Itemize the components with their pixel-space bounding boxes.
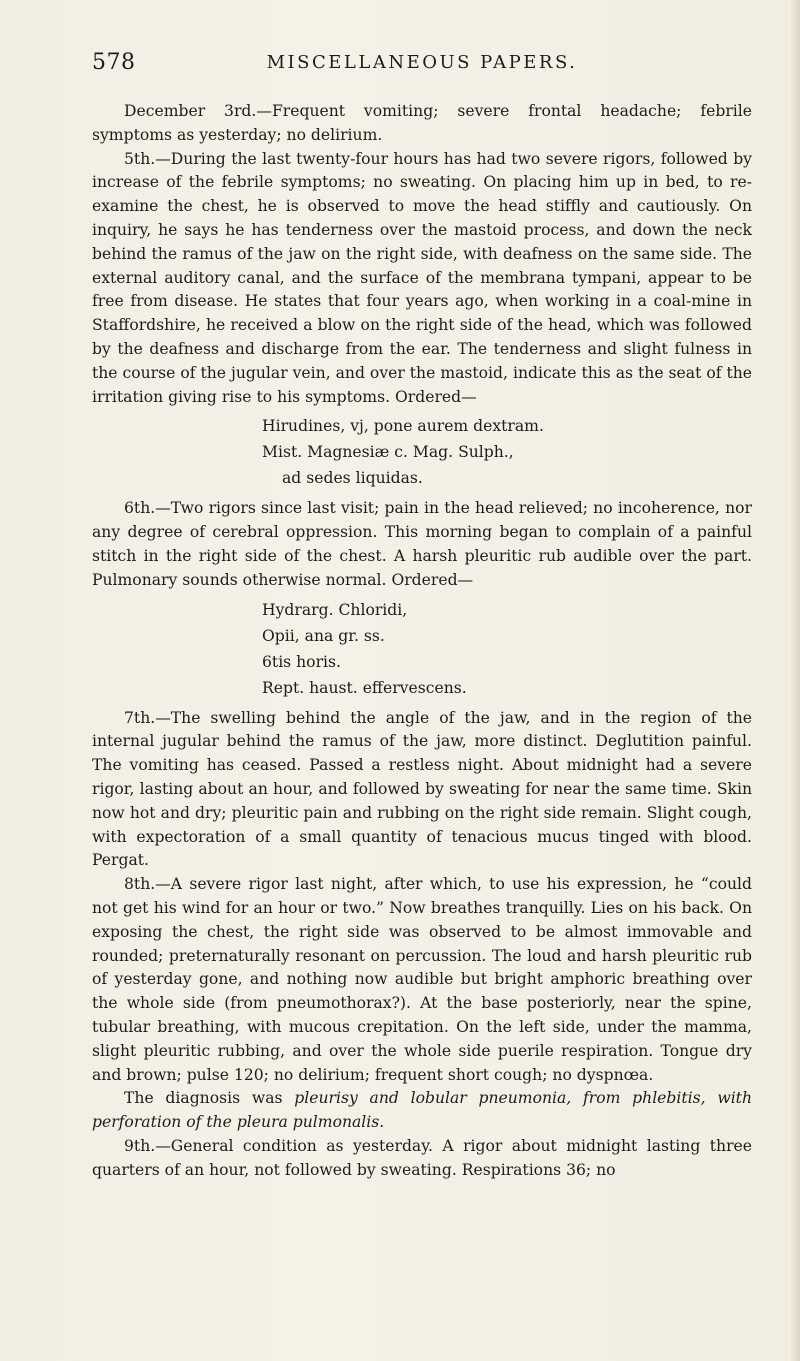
prescription-line: 6tis horis. bbox=[262, 652, 341, 671]
paragraph-6th: 6th.—Two rigors since last visit; pain in the head relieved; no incoherence, nor any degree of cerebral oppression. This morning began to complain of a painful stitch in the right side of the chest. A harsh pleuritic rub audible over the part. Pulmonary sounds otherwise normal. Ordered— bbox=[92, 499, 752, 589]
prescription-line: Hydrarg. Chloridi, bbox=[262, 600, 408, 619]
paragraph-diagnosis bbox=[92, 1087, 752, 1135]
diagnosis-lead: The diagnosis was bbox=[124, 1089, 295, 1108]
prescription-line: Mist. Magnesiæ c. Mag. Sulph., bbox=[262, 443, 514, 462]
prescription-block-1 bbox=[92, 413, 752, 491]
page-number: 578 bbox=[92, 50, 136, 75]
page-header bbox=[92, 50, 752, 80]
running-head: MISCELLANEOUS PAPERS. bbox=[266, 52, 578, 73]
paragraph-8th: 8th.—A severe rigor last night, after which, to use his expression, he “could not get his wind for an hour or two.” Now breathes tranquilly. Lies on his back. On exposing the chest, the right side was observed to be almost immovable and rounded; preternaturally resonant on percussion. The loud and harsh pleuritic rub of yesterday gone, and nothing now audible but bright amphoric breathing over the whole side (from pneumothorax?). At the base posteriorly, near the spine, tubular breathing, with mucous crepitation. On the left side, under the mamma, slight pleuritic rubbing, and over the whole side puerile respiration. Tongue dry and brown; pulse 120; no delirium; frequent short cough; no dyspnœa. bbox=[92, 875, 752, 1084]
paragraph-7th: 7th.—The swelling behind the angle of the jaw, and in the region of the internal jugular behind the ramus of the jaw, more distinct. Deglutition painful. The vomiting has ceased. Passed a restless night. About midnight had a severe rigor, lasting about an hour, and followed by sweating for near the same time. Skin now hot and dry; pleuritic pain and rubbing on the right side remain. Slight cough, with expectoration of a small quantity of tenacious mucus tinged with blood. Pergat. bbox=[92, 708, 752, 870]
prescription-block-2 bbox=[92, 597, 752, 701]
page-body bbox=[92, 100, 752, 1182]
prescription-line: ad sedes liquidas. bbox=[282, 469, 423, 488]
page-edge-shadow bbox=[790, 0, 800, 1361]
paragraph-9th: 9th.—General condition as yesterday. A rigor about midnight lasting three quarters of an hour, not followed by sweating. Respirations 36; no bbox=[92, 1136, 752, 1179]
diagnosis-italic: pleurisy and lobular pneumonia, from phlebitis, with perforation of the pleura pulmonalis. bbox=[92, 1089, 752, 1132]
prescription-line: Rept. haust. effervescens. bbox=[262, 678, 467, 697]
paragraph-dec-3rd: December 3rd.—Frequent vomiting; severe frontal headache; febrile symptoms as yesterday; no delirium. bbox=[92, 102, 752, 144]
prescription-line: Opii, ana gr. ss. bbox=[262, 626, 385, 645]
paragraph-5th: 5th.—During the last twenty-four hours has had two severe rigors, followed by increase of the febrile symptoms; no sweating. On placing him up in bed, to re-examine the chest, he is observed to move the head stiffly and cautiously. On inquiry, he says he has tenderness over the mastoid process, and down the neck behind the ramus of the jaw on the right side, with deafness on the same side. The external auditory canal, and the surface of the membrana tympani, appear to be free from disease. He states that four years ago, when working in a coal-mine in Staffordshire, he received a blow on the right side of the head, which was followed by the deafness and discharge from the ear. The tenderness and slight fulness in the course of the jugular vein, and over the mastoid, indicate this as the seat of the irritation giving rise to his symptoms. Ordered— bbox=[92, 149, 752, 406]
prescription-line: Hirudines, vj, pone aurem dextram. bbox=[262, 417, 544, 436]
